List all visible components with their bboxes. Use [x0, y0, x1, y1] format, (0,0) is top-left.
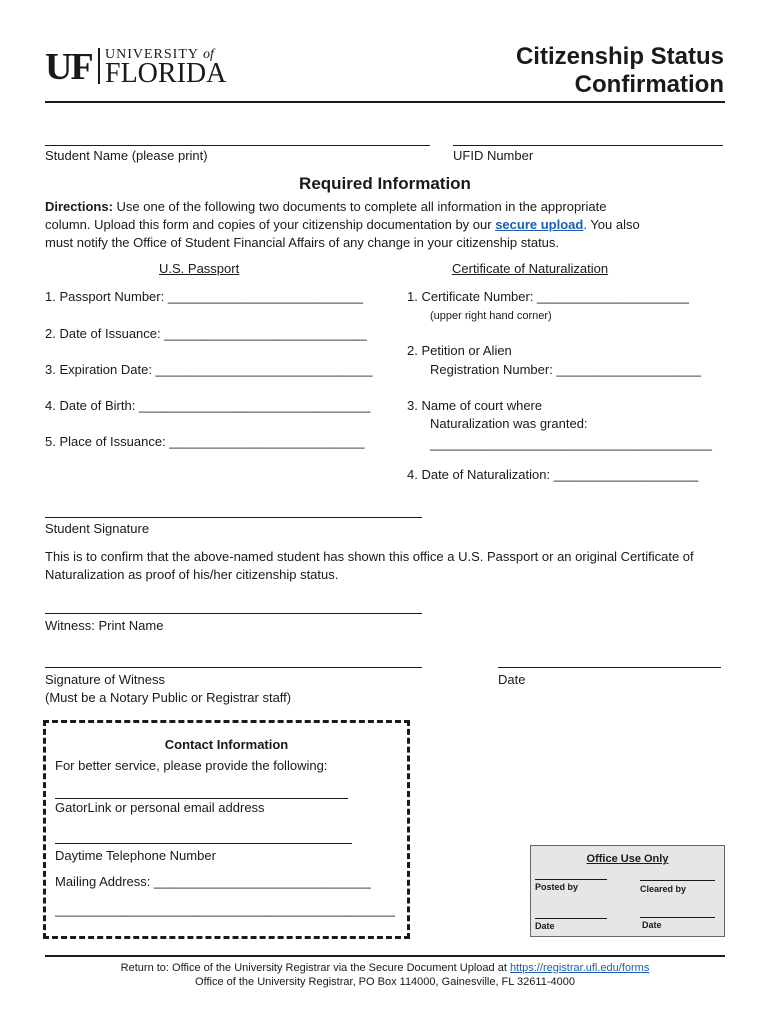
- phone-label: Daytime Telephone Number: [55, 848, 216, 863]
- student-signature-label: Student Signature: [45, 521, 150, 536]
- naturalization-heading: Certificate of Naturalization: [452, 261, 609, 276]
- witness-name-label: Witness: Print Name: [45, 618, 164, 633]
- directions-paragraph: [45, 198, 655, 252]
- email-label: GatorLink or personal email address: [55, 800, 265, 815]
- cleared-date-label: Date: [642, 920, 662, 930]
- footer-address: Office of the University Registrar, PO Box 114000, Gainesville, FL 32611-4000: [195, 976, 575, 988]
- certificate-number-field[interactable]: 1. Certificate Number: _____________________: [407, 289, 689, 304]
- witness-signature-field[interactable]: [45, 667, 422, 668]
- email-field[interactable]: [55, 798, 348, 799]
- secure-upload-link[interactable]: secure upload: [495, 217, 584, 232]
- court-name-label: 3. Name of court where: [407, 398, 543, 413]
- required-info-heading: Required Information: [299, 174, 471, 193]
- student-signature-field[interactable]: [45, 517, 422, 518]
- posted-by-field[interactable]: [535, 879, 607, 880]
- ufid-field[interactable]: [453, 145, 723, 146]
- contact-heading: Contact Information: [164, 737, 289, 752]
- petition-alien-label: 2. Petition or Alien: [407, 343, 512, 358]
- logo-divider: [98, 48, 100, 84]
- phone-field[interactable]: [55, 843, 352, 844]
- mailing-address-field[interactable]: Mailing Address: ______________________________: [55, 874, 371, 889]
- posted-by-label: Posted by: [535, 882, 579, 892]
- registration-number-field[interactable]: Registration Number: ____________________: [430, 362, 702, 377]
- page-title: [424, 43, 724, 99]
- logo-uf-mark: UF: [45, 46, 92, 88]
- footer-rule: [45, 955, 725, 957]
- cleared-by-field[interactable]: [640, 880, 715, 881]
- passport-number-field[interactable]: 1. Passport Number: ___________________________: [45, 289, 364, 304]
- logo-university: UNIVERSITY: [105, 47, 199, 62]
- date-of-naturalization-field[interactable]: 4. Date of Naturalization: ____________________: [407, 467, 699, 482]
- cleared-date-field[interactable]: [640, 917, 715, 918]
- student-name-field[interactable]: [45, 145, 430, 146]
- witness-date-field[interactable]: [498, 667, 721, 668]
- student-name-label: Student Name (please print): [45, 148, 208, 163]
- office-use-heading: Office Use Only: [586, 853, 669, 865]
- directions-text-2: . You also must notify the Office of Student Financial Affairs of any change in your citizenship status.: [45, 217, 640, 250]
- footer-return: [0, 961, 770, 975]
- logo-florida: FLORIDA: [105, 58, 227, 89]
- mailing-address-line-2[interactable]: _______________________________________________: [55, 902, 395, 917]
- date-of-issuance-field[interactable]: 2. Date of Issuance: ____________________________: [45, 326, 367, 341]
- passport-heading: U.S. Passport: [159, 261, 240, 276]
- cleared-by-label: Cleared by: [640, 884, 687, 894]
- date-of-birth-field[interactable]: 4. Date of Birth: ________________________________: [45, 398, 371, 413]
- directions-label: Directions:: [45, 199, 113, 214]
- posted-date-label: Date: [535, 921, 555, 931]
- logo-of: of: [203, 47, 214, 62]
- uf-logo: [45, 46, 235, 89]
- title-line-2: Confirmation: [574, 71, 724, 98]
- title-line-1: Citizenship Status: [515, 43, 724, 70]
- witness-note: (Must be a Notary Public or Registrar staff): [45, 690, 292, 705]
- contact-intro: For better service, please provide the following:: [55, 758, 328, 773]
- certificate-number-note: (upper right hand corner): [430, 310, 552, 322]
- court-name-field[interactable]: _______________________________________: [430, 436, 712, 451]
- footer-return-text: Return to: Office of the University Registrar via the Secure Document Upload at: [120, 962, 510, 974]
- naturalization-granted-label: Naturalization was granted:: [430, 416, 588, 431]
- posted-date-field[interactable]: [535, 918, 607, 919]
- directions-text-1: Use one of the following two documents to complete all information in the appropriate column. Upload this form and copies of your citizenship documentation by our: [45, 199, 607, 232]
- ufid-label: UFID Number: [453, 148, 534, 163]
- expiration-date-field[interactable]: 3. Expiration Date: ______________________________: [45, 362, 373, 377]
- registrar-forms-link[interactable]: https://registrar.ufl.edu/forms: [509, 962, 650, 974]
- witness-name-field[interactable]: [45, 613, 422, 614]
- header-rule: [45, 101, 725, 103]
- witness-signature-label: Signature of Witness: [45, 672, 165, 687]
- witness-date-label: Date: [498, 672, 526, 687]
- place-of-issuance-field[interactable]: 5. Place of Issuance: ___________________________: [45, 434, 365, 449]
- confirmation-paragraph: This is to confirm that the above-named student has shown this office a U.S. Passport or an original Certificate of Naturalization as proof of his/her citizenship status.: [45, 549, 694, 582]
